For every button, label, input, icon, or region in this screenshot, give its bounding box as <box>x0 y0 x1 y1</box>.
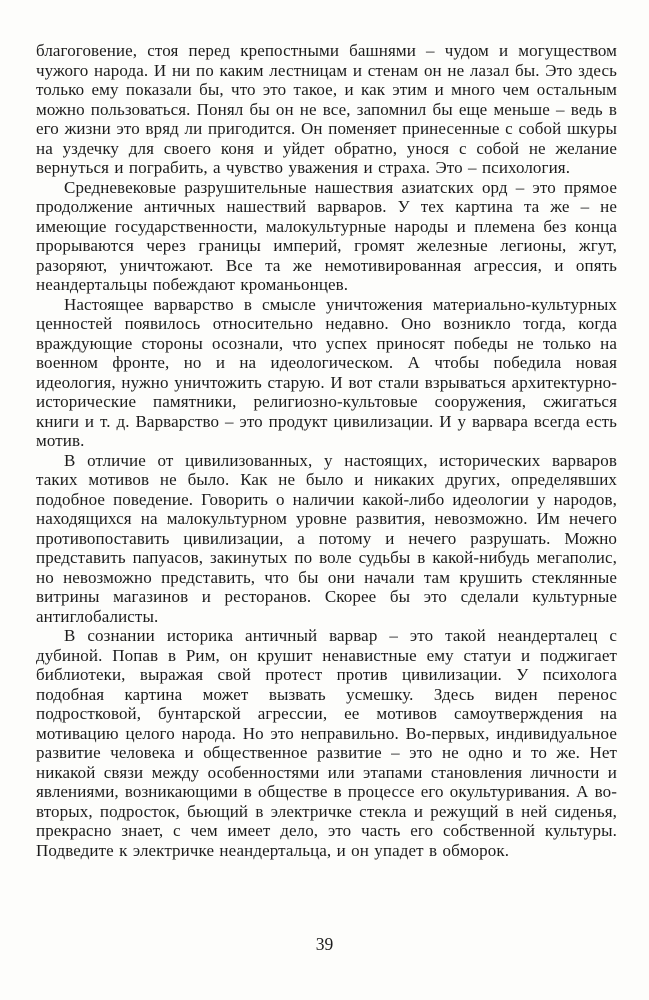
paragraph-medieval-invasions: Средневековые разрушительные нашествия азиатских орд – это прямое продолжение античных нашествий варваров. У тех картина та же – не имеющие государственности, малокультурные народы и племена без конца прорываются через границы империй, громят железные легионы, жгут, разоряют, уничтожают. Все та же немотивированная агрессия, и опять неандертальцы побеждают кроманьонцев. <box>36 177 617 294</box>
paragraph-true-barbarism: Настоящее варварство в смысле уничтожения материально-культурных ценностей появилось относительно недавно. Оно возникло тогда, когда враждующие стороны осознали, что успех приносят победы не только на военном фронте, но и на идеологическом. А чтобы победила новая идеология, нужно уничтожить старую. И вот стали взрываться архитектурно-исторические памятники, религиозно-культовые сооружения, сжигаться книги и т. д. Варварство – это продукт цивилизации. И у варвара всегда есть мотив. <box>36 294 617 450</box>
paragraph-historian-view: В сознании историка античный варвар – это такой неандерталец с дубиной. Попав в Рим, он крушит ненавистные ему статуи и поджигает библиотеки, выражая свой протест против цивилизации. У психолога подобная картина может вызвать усмешку. Здесь виден перенос подростковой, бунтарской агрессии, ее мотивов самоутверждения на мотивацию целого народа. Но это неправильно. Во-первых, индивидуальное развитие человека и общественное развитие – это не одно и то же. Нет никакой связи между особенностями или этапами становления личности и явлениями, возникающими в обществе в процессе его окультуривания. А во-вторых, подросток, бьющий в электричке стекла и режущий в ней сиденья, прекрасно знает, с чем имеет дело, это часть его собственной культуры. Подведите к электричке неандертальца, и он упадет в обморок. <box>36 626 617 860</box>
paragraph-historical-barbarians: В отличие от цивилизованных, у настоящих, исторических варваров таких мотивов не было. Как не было и никаких других, определявших подобное поведение. Говорить о наличии какой-либо идеологии у народов, находящихся на малокультурном уровне развития, невозможно. Им нечего противопоставить цивилизации, а потому и нечего разрушать. Можно представить папуасов, закинутых по воле судьбы в какой-нибудь мегаполис, но невозможно представить, что бы они начали там крушить стеклянные витрины магазинов и ресторанов. Скорее бы это сделали культурные антиглобалисты. <box>36 450 617 626</box>
page-text-block <box>36 41 617 860</box>
page-number: 39 <box>315 934 334 954</box>
paragraph-continuation: благоговение, стоя перед крепостными башнями – чудом и могуществом чужого народа. И ни по каким лестницам и стенам он не лазал бы. Это здесь только ему показали бы, что это такое, и как этим и много чем остальным можно пользоваться. Понял бы он не все, запомнил бы еще меньше – ведь в его жизни это вряд ли пригодится. Он поменяет принесенные с собой шкуры на уздечку для своего коня и уйдет обратно, унося с собой не желание вернуться и пограбить, а чувство уважения и страха. Это – психология. <box>36 41 617 177</box>
